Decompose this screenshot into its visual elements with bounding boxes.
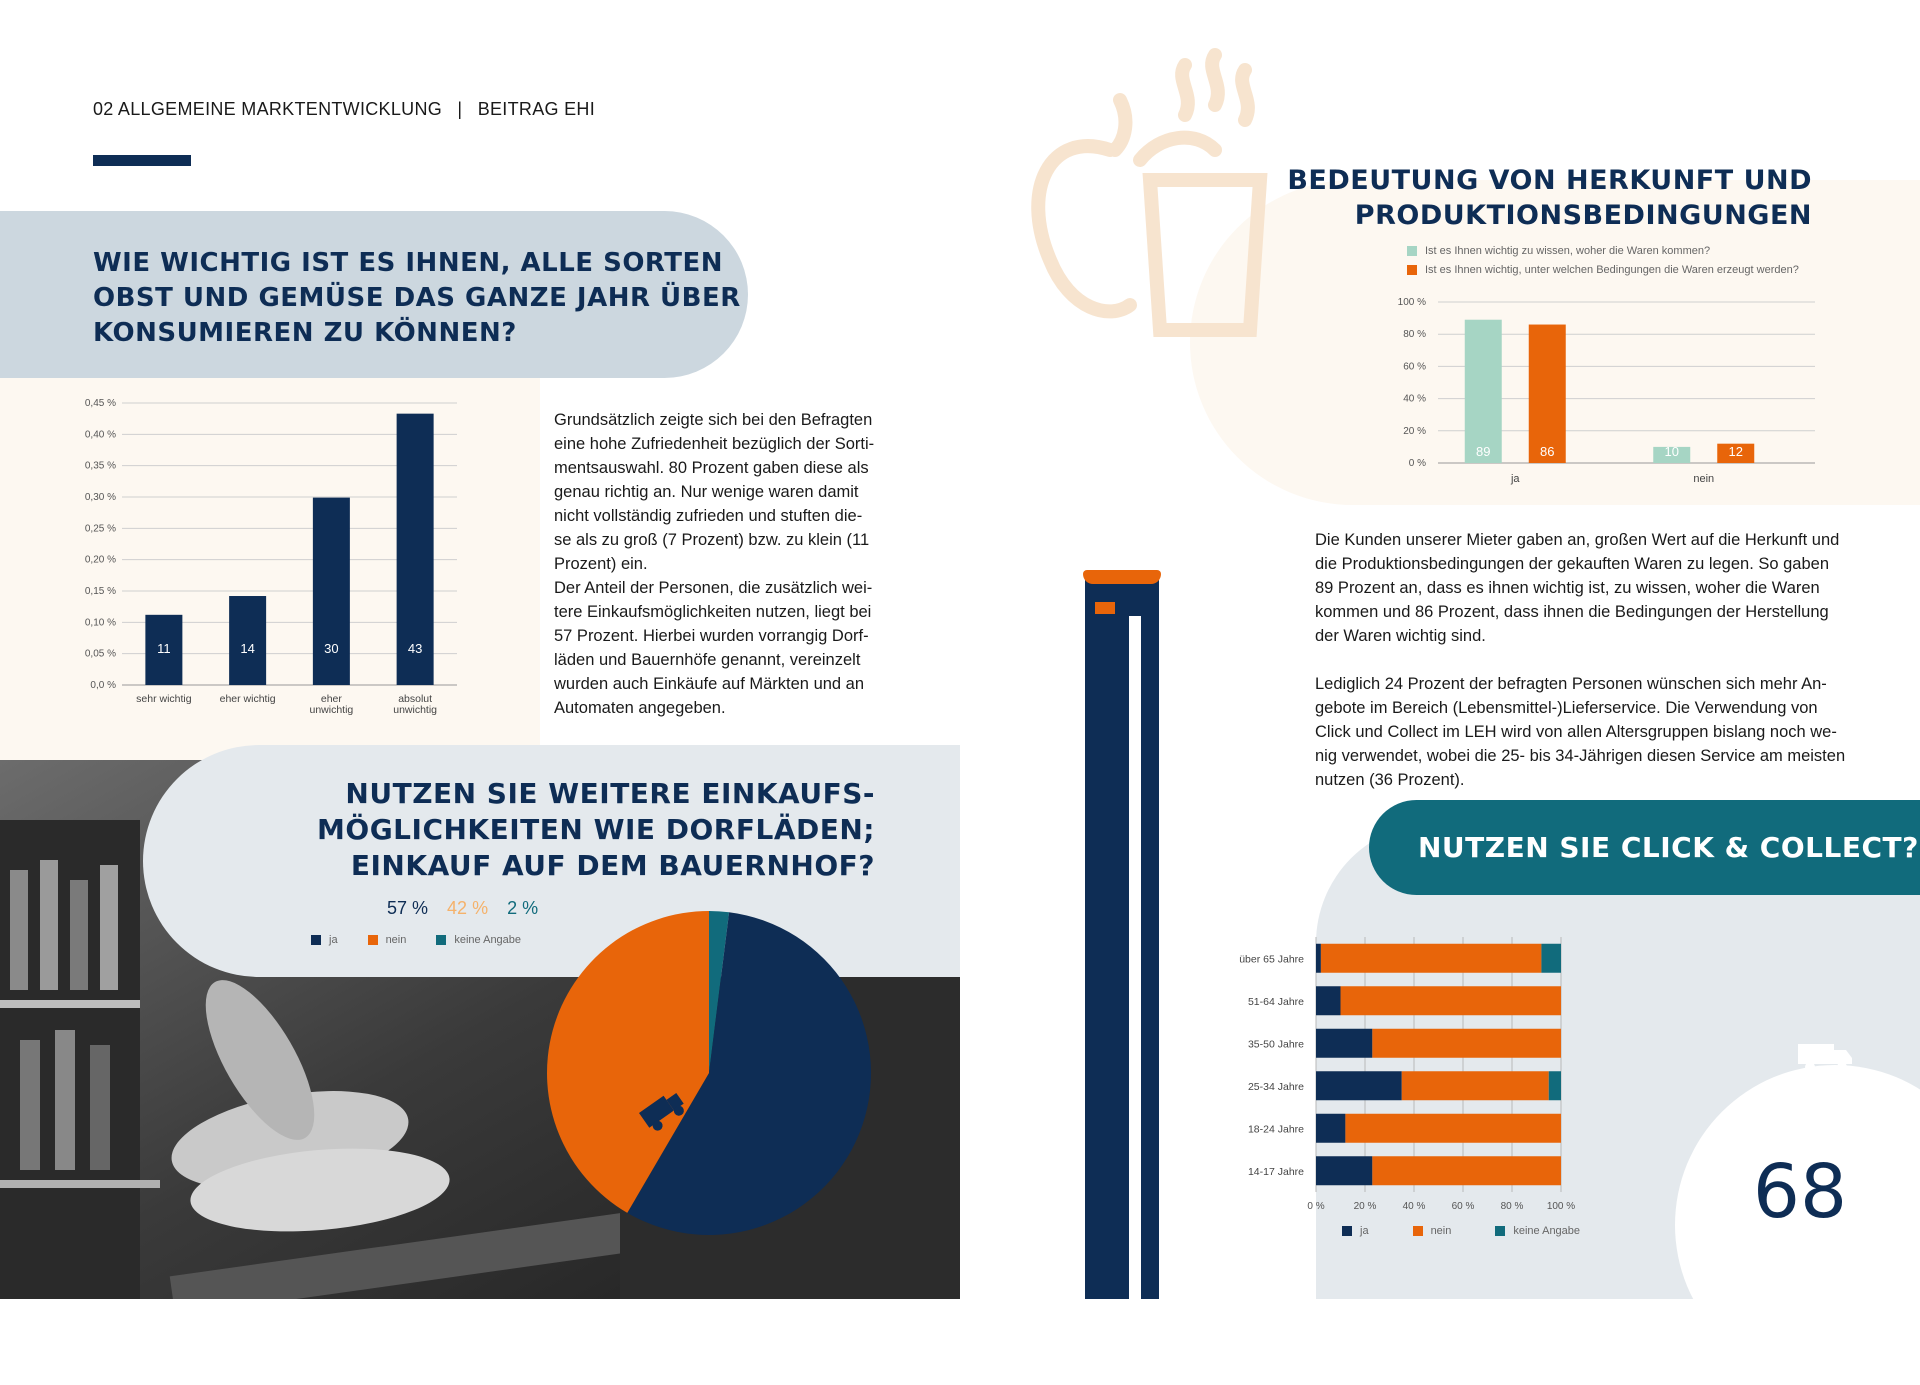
section1-title-line: OBST UND GEMÜSE DAS GANZE JAHR ÜBER [93, 283, 741, 313]
running-header [93, 99, 595, 120]
bar-segment [1321, 944, 1542, 973]
header-section: 02 ALLGEMEINE MARKTENTWICKLUNG [93, 99, 443, 119]
legend-label: ja [329, 934, 338, 946]
bar-segment [1316, 986, 1341, 1015]
store-column [1085, 575, 1159, 1299]
x-tick-label: nein [1693, 473, 1715, 485]
chart-pie-einkaufsmoeglichkeiten [544, 908, 874, 1238]
body-text-line: genau richtig an. Nur wenige waren damit [554, 483, 859, 501]
pie-legend [311, 934, 521, 946]
section2-title [300, 776, 875, 884]
bar-segment [1372, 1156, 1561, 1185]
body-text-line: kommen und 86 Prozent, dass ihnen die Bedingungen der Herstellung [1315, 603, 1829, 621]
section2-title-line: EINKAUF AUF DEM BAUERNHOF? [350, 849, 875, 882]
y-tick-label: 80 % [1403, 329, 1426, 341]
body-text-line: Automaten angegeben. [554, 699, 726, 717]
y-tick-label: 60 % [1403, 361, 1426, 373]
x-tick-label: sehr wichtig [136, 693, 192, 705]
header-source: BEITRAG EHI [477, 99, 596, 119]
y-tick-label: 18-24 Jahre [1247, 1123, 1304, 1136]
legend-swatch [368, 935, 378, 945]
pie-value-labels [387, 898, 538, 919]
section3-title-line: PRODUKTIONSBEDINGUNGEN [1354, 200, 1812, 231]
food-icon-watermark [1010, 40, 1290, 360]
section3-title-line: BEDEUTUNG VON HERKUNFT UND [1287, 165, 1812, 196]
body-text-line: läden und Bauernhöfe genannt, vereinzelt [554, 651, 861, 669]
y-tick-label: 0,10 % [84, 617, 116, 629]
x-tick-label: ja [1510, 473, 1520, 485]
body-text-line: tere Einkaufsmöglichkeiten nutzen, liegt bei [554, 603, 872, 621]
bar-segment [1402, 1071, 1549, 1100]
x-tick-label: 40 % [1402, 1201, 1426, 1210]
body-text-line: nicht vollständig zufrieden und stuften die- [554, 507, 863, 525]
section1-body-text [554, 408, 874, 720]
section2-title-line: MÖGLICHKEITEN WIE DORFLÄDEN; [317, 813, 875, 846]
origin-chart-legend [1407, 245, 1799, 276]
y-tick-label: 0 % [1408, 458, 1426, 469]
bar [313, 498, 350, 685]
data-label: 12 [1728, 444, 1743, 459]
y-tick-label: 35-50 Jahre [1247, 1038, 1304, 1051]
x-tick-label: eher [320, 693, 342, 705]
legend-label: Ist es Ihnen wichtig, unter welchen Bedingungen die Waren erzeugt werden? [1425, 264, 1799, 276]
legend-swatch [1407, 246, 1417, 256]
legend-item-keine-angabe [436, 934, 521, 946]
data-label: 14 [240, 641, 255, 656]
y-tick-label: 0,20 % [84, 554, 116, 566]
bar-segment [1345, 1114, 1561, 1143]
bar [1529, 325, 1566, 463]
legend-label: keine Angabe [1513, 1225, 1581, 1237]
y-tick-label: 40 % [1403, 393, 1426, 405]
delivery-truck-icon [1798, 1040, 1854, 1074]
section1-title [93, 246, 741, 351]
pie-value-ja: 57 % [387, 898, 429, 918]
legend-swatch [1413, 1226, 1423, 1236]
body-text-line: der Waren wichtig sind. [1315, 627, 1486, 645]
legend-item-ja [311, 934, 338, 946]
legend-item-ja [1342, 1225, 1369, 1237]
section3-title [1280, 163, 1812, 233]
data-label: 89 [1476, 444, 1491, 459]
body-text-line: se als zu groß (7 Prozent) bzw. zu klein (11 [554, 531, 870, 549]
body-text-line: nig verwendet, wobei die 25- bis 34-Jährigen diesen Service am meisten [1315, 747, 1846, 765]
body-paragraph [1315, 528, 1840, 648]
y-tick-label: 0,45 % [84, 398, 116, 409]
section1-title-line: KONSUMIEREN ZU KÖNNEN? [93, 318, 517, 348]
store-sign [1095, 602, 1115, 614]
legend-item-nein [368, 934, 407, 946]
body-text-line: Lediglich 24 Prozent der befragten Personen wünschen sich mehr An- [1315, 675, 1827, 693]
pie-value-keine-angabe: 2 % [507, 898, 539, 918]
pie-value-nein: 42 % [447, 898, 489, 918]
bar-segment [1316, 1156, 1372, 1185]
bar [1465, 320, 1502, 463]
body-text-line: Der Anteil der Personen, die zusätzlich wei- [554, 579, 873, 597]
bar-segment [1316, 1029, 1372, 1058]
chart-click-collect [1210, 935, 1590, 1210]
legend-item-herkunft [1407, 245, 1799, 257]
body-text-line: 57 Prozent. Hierbei wurden vorrangig Dorf- [554, 627, 869, 645]
bar-segment [1316, 944, 1321, 973]
body-text-line: Grundsätzlich zeigte sich bei den Befragten [554, 411, 873, 429]
legend-swatch [436, 935, 446, 945]
data-label: 43 [407, 641, 423, 656]
bar-segment [1316, 1114, 1345, 1143]
body-text-line: 89 Prozent an, dass es ihnen wichtig ist, zu wissen, woher die Waren [1315, 579, 1820, 597]
y-tick-label: 0,35 % [84, 460, 116, 472]
x-tick-label: unwichtig [393, 704, 438, 716]
y-tick-label: 20 % [1403, 425, 1426, 437]
y-tick-label: 100 % [1397, 297, 1426, 308]
data-label: 86 [1540, 444, 1555, 459]
bar-segment [1316, 1071, 1402, 1100]
y-tick-label: 0,15 % [84, 586, 116, 597]
x-tick-label: absolut [398, 693, 433, 705]
body-text-line: Die Kunden unserer Mieter gaben an, großen Wert auf die Herkunft und [1315, 531, 1840, 549]
section1-title-line: WIE WICHTIG IST ES IHNEN, ALLE SORTEN [93, 248, 724, 278]
x-tick-label: eher wichtig [219, 693, 276, 705]
y-tick-label: 0,30 % [84, 492, 116, 503]
legend-label: ja [1360, 1225, 1369, 1237]
x-tick-label: 100 % [1546, 1201, 1576, 1210]
y-tick-label: 14-17 Jahre [1247, 1165, 1304, 1178]
y-tick-label: 0,25 % [84, 523, 116, 535]
legend-label: nein [385, 934, 407, 946]
x-tick-label: 60 % [1451, 1201, 1475, 1210]
legend-swatch [1407, 265, 1417, 275]
bar-segment [1341, 986, 1562, 1015]
legend-label: keine Angabe [454, 934, 522, 946]
legend-item-nein [1413, 1225, 1452, 1237]
body-text-line: Click und Collect im LEH wird von allen Altersgruppen bislang noch we- [1315, 723, 1837, 741]
store-awning [1083, 570, 1161, 584]
y-tick-label: 0,0 % [90, 680, 116, 691]
data-label: 30 [324, 641, 339, 656]
legend-label: nein [1430, 1225, 1452, 1237]
body-text-line: Prozent) ein. [554, 555, 648, 573]
page-number: 68 [1752, 1149, 1848, 1235]
legend-item-bedingungen [1407, 264, 1799, 276]
section2-title-line: NUTZEN SIE WEITERE EINKAUFS- [345, 777, 875, 810]
y-tick-label: 0,40 % [84, 429, 116, 441]
x-tick-label: 20 % [1353, 1201, 1377, 1210]
body-text-line: wurden auch Einkäufe auf Märkten und an [554, 675, 865, 693]
section3-body-text [1315, 528, 1846, 792]
y-tick-label: 51-64 Jahre [1247, 995, 1304, 1008]
store-column-stripe [1129, 616, 1141, 1299]
x-tick-label: 0 % [1307, 1201, 1325, 1210]
bar-segment [1541, 944, 1561, 973]
data-label: 11 [157, 641, 171, 656]
click-collect-legend [1342, 1225, 1580, 1237]
legend-swatch [1342, 1226, 1352, 1236]
body-paragraph [1315, 672, 1846, 792]
x-tick-label: 80 % [1500, 1201, 1524, 1210]
x-tick-label: unwichtig [309, 704, 354, 716]
y-tick-label: über 65 Jahre [1239, 953, 1304, 966]
legend-swatch [1495, 1226, 1505, 1236]
y-tick-label: 25-34 Jahre [1247, 1080, 1304, 1093]
bar-segment [1372, 1029, 1561, 1058]
body-text-line: die Produktionsbedingungen der gekauften Waren zu legen. So gaben [1315, 555, 1830, 573]
bar-segment [1549, 1071, 1561, 1100]
legend-label: Ist es Ihnen wichtig zu wissen, woher die Waren kommen? [1425, 245, 1711, 257]
section4-title: NUTZEN SIE CLICK & COLLECT? [1418, 831, 1919, 864]
y-tick-label: 0,05 % [84, 648, 116, 660]
header-accent-bar [93, 155, 191, 166]
body-text-line: nutzen (36 Prozent). [1315, 771, 1465, 789]
chart-importance-obst [70, 393, 470, 733]
body-text-line: gebote im Bereich (Lebensmittel-)Lieferservice. Die Verwendung von [1315, 699, 1818, 717]
legend-swatch [311, 935, 321, 945]
legend-item-keine-angabe [1495, 1225, 1580, 1237]
header-separator: | [457, 99, 463, 119]
body-text-line: eine hohe Zufriedenheit bezüglich der Sorti- [554, 435, 875, 453]
body-text-line: mentsauswahl. 80 Prozent gaben diese als [554, 459, 869, 477]
chart-herkunft-produktion [1390, 290, 1820, 490]
data-label: 10 [1664, 444, 1679, 459]
